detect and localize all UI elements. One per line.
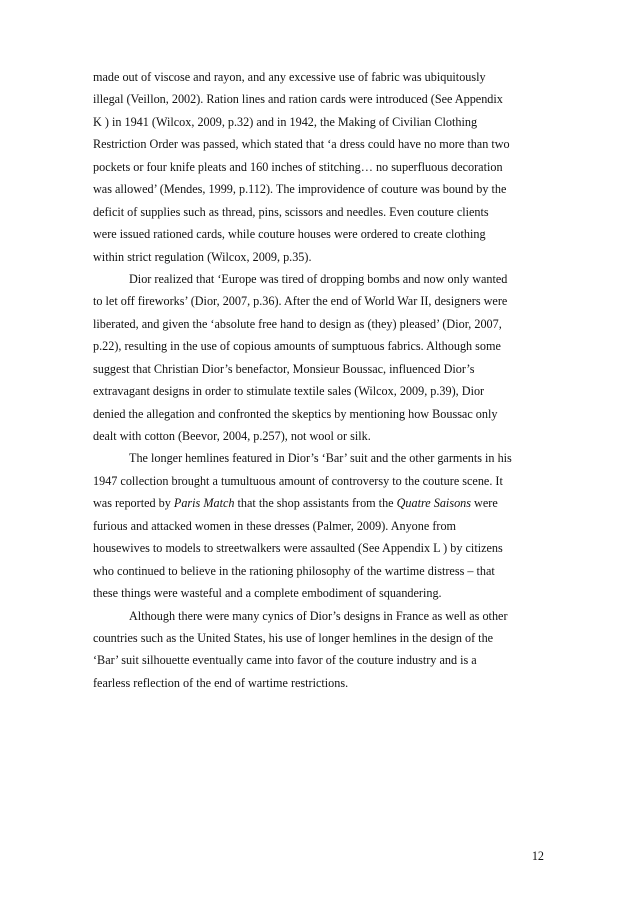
text-run: made out of viscose and rayon, and any excessive use of fabric was ubiquitously — [93, 70, 486, 84]
text-run: fearless reflection of the end of wartime restrictions. — [93, 675, 349, 690]
text-run: suggest that Christian Dior’s benefactor, Monsieur Boussac, influenced Dior’s — [93, 361, 475, 376]
text-run: was allowed’ (Mendes, 1999, p.112). The improvidence of couture was bound by the — [93, 182, 507, 197]
text-line — [93, 649, 543, 671]
text-line — [93, 605, 543, 627]
text-line — [93, 178, 543, 200]
text-run: The longer hemlines featured in Dior’s ‘Bar’ suit and the other garments in his — [129, 451, 512, 466]
text-run: Dior realized that ‘Europe was tired of dropping bombs and now only wanted — [129, 271, 508, 286]
text-line — [93, 335, 543, 357]
text-line — [93, 223, 543, 245]
italic-title: Quatre Saisons — [396, 496, 471, 511]
text-run: pockets or four knife pleats and 160 inches of stitching… no superfluous decoration — [93, 159, 503, 174]
text-line — [93, 582, 543, 604]
text-run: 1947 collection brought a tumultuous amount of controversy to the couture scene. It — [93, 473, 503, 488]
text-run: extravagant designs in order to stimulate textile sales (Wilcox, 2009, p.39), Dior — [93, 384, 485, 399]
text-line — [93, 290, 543, 312]
text-run: p.22), resulting in the use of copious amounts of sumptuous fabrics. Although some — [93, 339, 501, 354]
text-line — [93, 268, 543, 290]
text-run: Restriction Order was passed, which stated that ‘a dress could have no more than two — [93, 137, 510, 152]
text-run: within strict regulation (Wilcox, 2009, p.35). — [93, 249, 312, 264]
text-line — [93, 537, 543, 559]
body-text — [93, 66, 543, 694]
page-number: 12 — [531, 849, 544, 863]
text-line — [93, 560, 543, 582]
text-line — [93, 403, 543, 425]
text-run: deficit of supplies such as thread, pins, scissors and needles. Even couture clients — [93, 204, 489, 219]
italic-title: Paris Match — [173, 496, 235, 511]
text-run: Although there were many cynics of Dior’s designs in France as well as other — [129, 608, 508, 623]
text-run: dealt with cotton (Beevor, 2004, p.257), not wool or silk. — [93, 429, 371, 443]
text-line — [93, 425, 543, 447]
text-run: K ) in 1941 (Wilcox, 2009, p.32) and in 1942, the Making of Civilian Clothing — [93, 114, 478, 129]
text-run: who continued to believe in the rationing philosophy of the wartime distress – that — [93, 563, 495, 578]
text-line — [93, 358, 543, 380]
text-run: liberated, and given the ‘absolute free hand to design as (they) pleased’ (Dior, 2007, — [93, 316, 502, 331]
text-run: to let off fireworks’ (Dior, 2007, p.36). After the end of World War II, designers were — [93, 294, 508, 309]
text-line — [93, 492, 543, 514]
text-line — [93, 88, 543, 110]
text-line — [93, 246, 543, 268]
text-run: these things were wasteful and a complete embodiment of squandering. — [93, 586, 442, 601]
text-run: denied the allegation and confronted the skeptics by mentioning how Boussac only — [93, 406, 498, 421]
text-line — [93, 672, 543, 694]
text-line — [93, 133, 543, 155]
text-line — [93, 111, 543, 133]
text-run: housewives to models to streetwalkers were assaulted (See Appendix L ) by citizens — [93, 541, 503, 556]
text-run: countries such as the United States, his use of longer hemlines in the design of the — [93, 630, 494, 645]
text-line — [93, 627, 543, 649]
text-line — [93, 66, 543, 88]
text-run: were issued rationed cards, while couture houses were ordered to create clothing — [93, 227, 486, 242]
text-run: illegal (Veillon, 2002). Ration lines and ration cards were introduced (See Appendix — [93, 92, 503, 107]
text-line — [93, 156, 543, 178]
text-line — [93, 313, 543, 335]
text-run: ‘Bar’ suit silhouette eventually came into favor of the couture industry and is a — [93, 653, 477, 668]
text-line — [93, 470, 543, 492]
text-line — [93, 447, 543, 469]
text-line — [93, 515, 543, 537]
text-run: was reported by — [93, 496, 174, 511]
text-line — [93, 201, 543, 223]
text-run: were — [471, 496, 498, 511]
text-run: furious and attacked women in these dresses (Palmer, 2009). Anyone from — [93, 518, 457, 533]
text-run: that the shop assistants from the — [234, 496, 397, 511]
text-line — [93, 380, 543, 402]
